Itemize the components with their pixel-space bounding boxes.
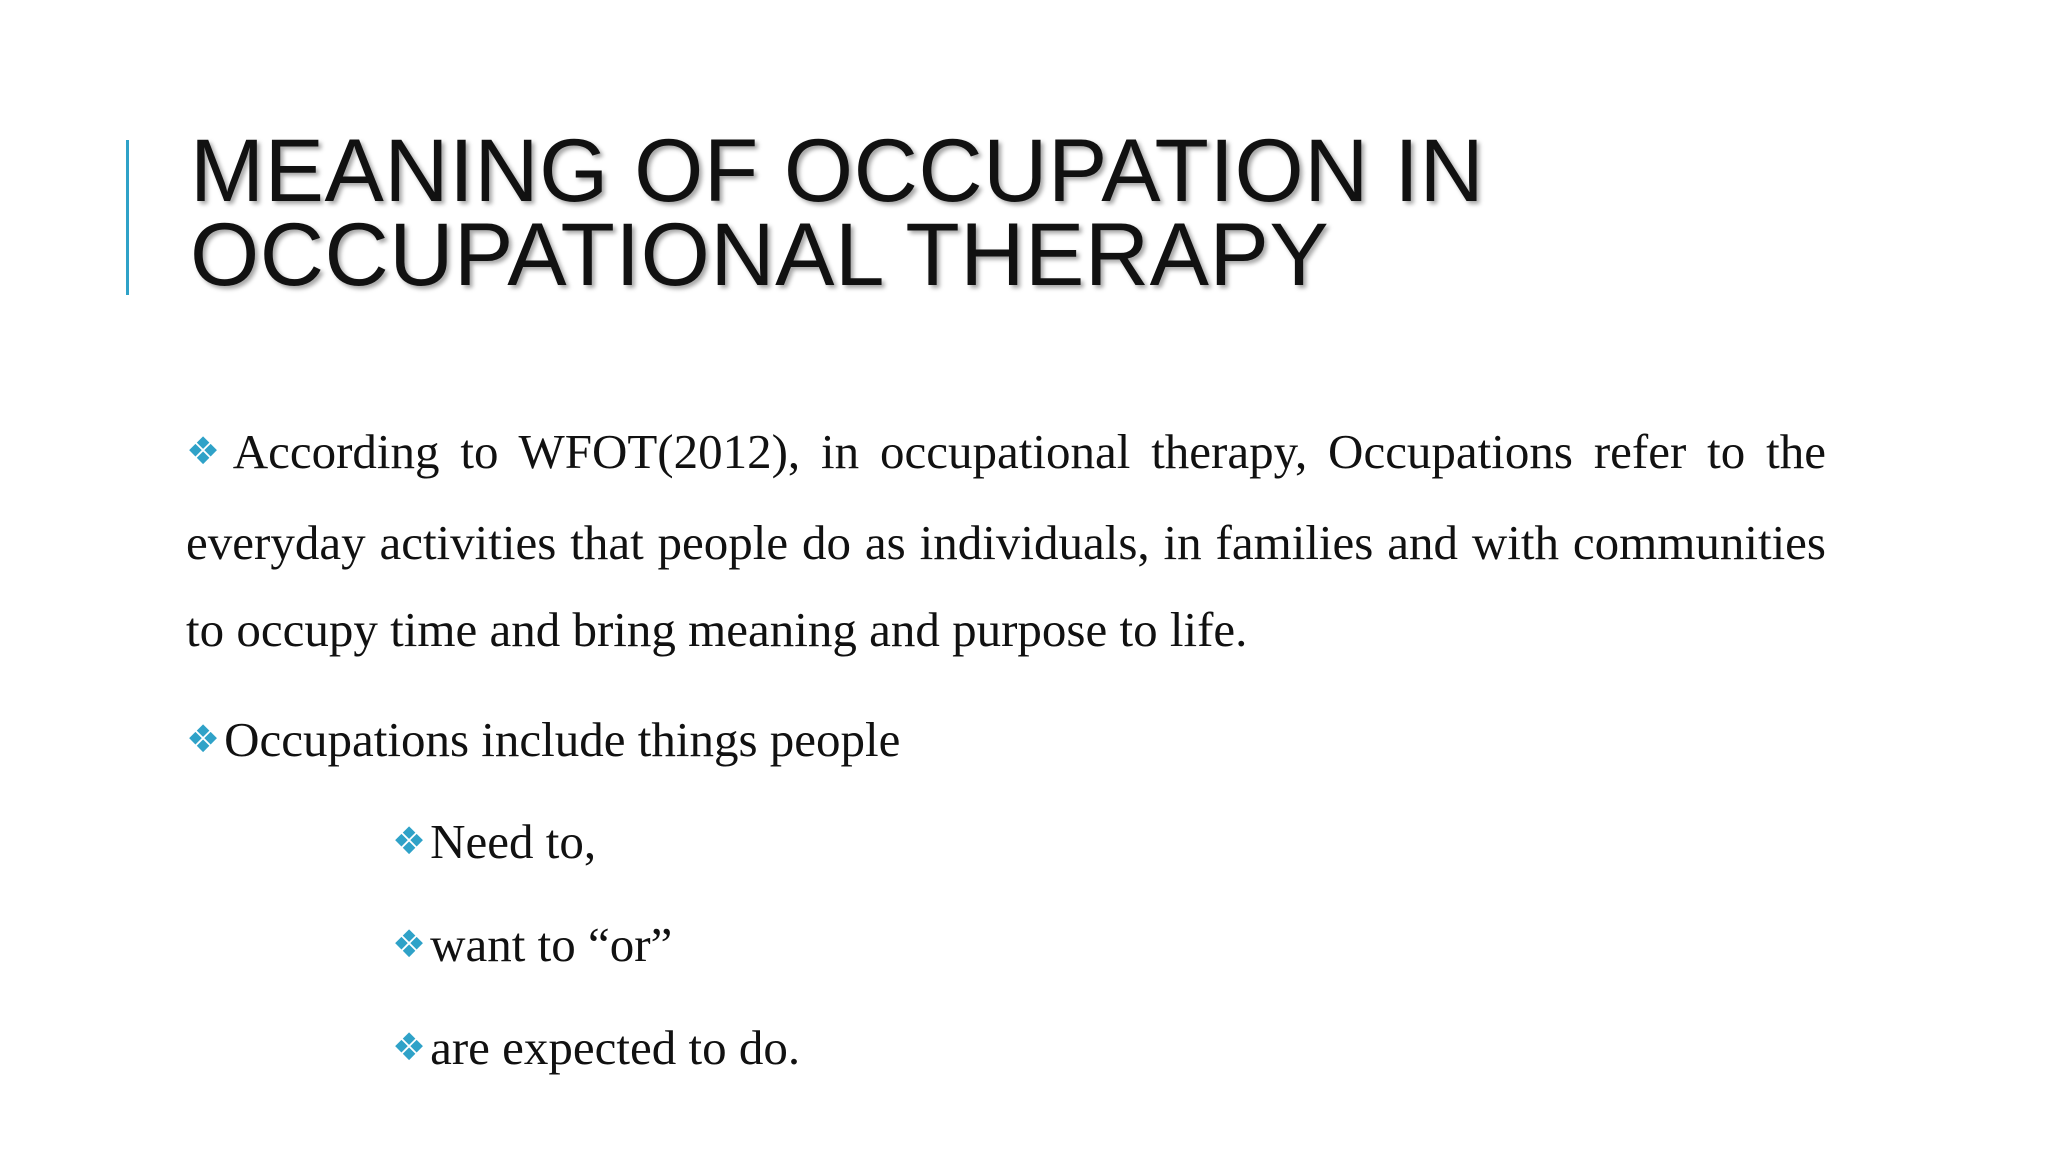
- bullet-paragraph-2: [186, 695, 1826, 788]
- diamond-cluster-icon: ❖: [392, 819, 427, 863]
- sub-bullet-text: Need to,: [430, 814, 597, 869]
- sub-bullet-item: [392, 895, 1826, 998]
- paragraph-text-1: According to WFOT(2012), in occupational therapy, Occupations refer to the everyday activities that people do as individuals, in families and with communities to occupy time and bring meaning and purpose to life.: [186, 424, 1826, 657]
- sub-bullet-text: want to “or”: [430, 917, 673, 972]
- slide-body: [186, 408, 1826, 1101]
- diamond-cluster-icon: ❖: [186, 717, 221, 761]
- diamond-cluster-icon: ❖: [186, 429, 229, 473]
- diamond-cluster-icon: ❖: [392, 922, 427, 966]
- slide-title: [190, 120, 1970, 304]
- sub-bullet-text: are expected to do.: [430, 1020, 801, 1075]
- sub-bullet-item: [392, 792, 1826, 895]
- sub-bullet-list: [392, 792, 1826, 1101]
- bullet-paragraph-1: [186, 408, 1826, 673]
- title-line-2: OCCUPATIONAL THERAPY: [190, 204, 1330, 304]
- paragraph-text-2: Occupations include things people: [224, 712, 901, 767]
- sub-bullet-item: [392, 998, 1826, 1101]
- diamond-cluster-icon: ❖: [392, 1025, 427, 1069]
- title-accent-bar: [126, 140, 129, 295]
- title-line-1: MEANING OF OCCUPATION IN: [190, 120, 1485, 220]
